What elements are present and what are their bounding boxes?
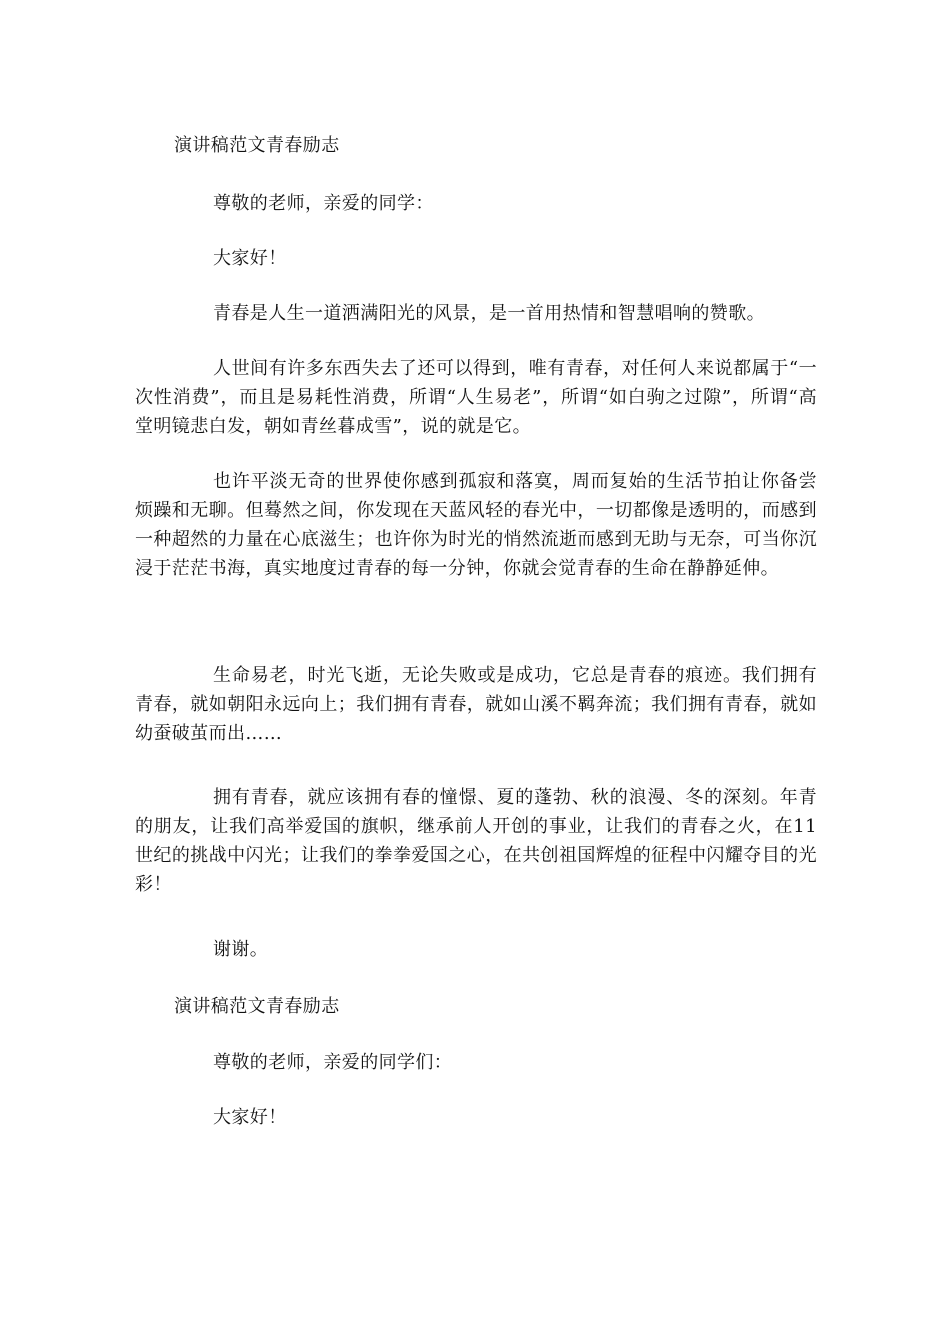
paragraph-owning-youth: 拥有青春，就应该拥有春的憧憬、夏的蓬勃、秋的浪漫、冬的深刻。年青的朋友，让我们高举爱国的旗帜，继承前人开创的事业，让我们的青春之火，在11世纪的挑战中闪光；让我们的拳拳爱国之心，在共创祖国辉煌的征程中闪耀夺目的光彩！ [135,787,817,895]
speech-title: 演讲稿范文青春励志 [174,135,340,156]
paragraph-life-easily-ages: 生命易老，时光飞逝，无论失败或是成功，它总是青春的痕迹。我们拥有青春，就如朝阳永远向上；我们拥有青春，就如山溪不羁奔流；我们拥有青春，就如幼蚕破茧而出…… [135,665,817,744]
paragraph-youth-once: 人世间有许多东西失去了还可以得到，唯有青春，对任何人来说都属于“一次性消费”，而且是易耗性消费，所谓“人生易老”，所谓“如白驹之过隙”，所谓“高堂明镜悲白发，朝如青丝暮成雪”，说的就是它。 [135,358,817,437]
closing-thanks: 谢谢。 [213,939,269,960]
speech-title-2: 演讲稿范文青春励志 [174,996,340,1017]
paragraph-ordinary-world: 也许平淡无奇的世界使你感到孤寂和落寞，周而复始的生活节拍让你备尝烦躁和无聊。但蓦然之间，你发现在天蓝风轻的春光中，一切都像是透明的，而感到一种超然的力量在心底滋生；也许你为时光的悄然流逝而感到无助与无奈，可当你沉浸于茫茫书海，真实地度过青春的每一分钟，你就会觉青春的生命在静静延伸。 [135,471,817,579]
salutation: 尊敬的老师，亲爱的同学： [213,193,434,214]
greeting: 大家好！ [213,248,287,269]
greeting-2: 大家好！ [213,1107,287,1128]
salutation-2: 尊敬的老师，亲爱的同学们： [213,1052,453,1073]
paragraph-opening: 青春是人生一道洒满阳光的风景，是一首用热情和智慧唱响的赞歌。 [213,303,765,324]
